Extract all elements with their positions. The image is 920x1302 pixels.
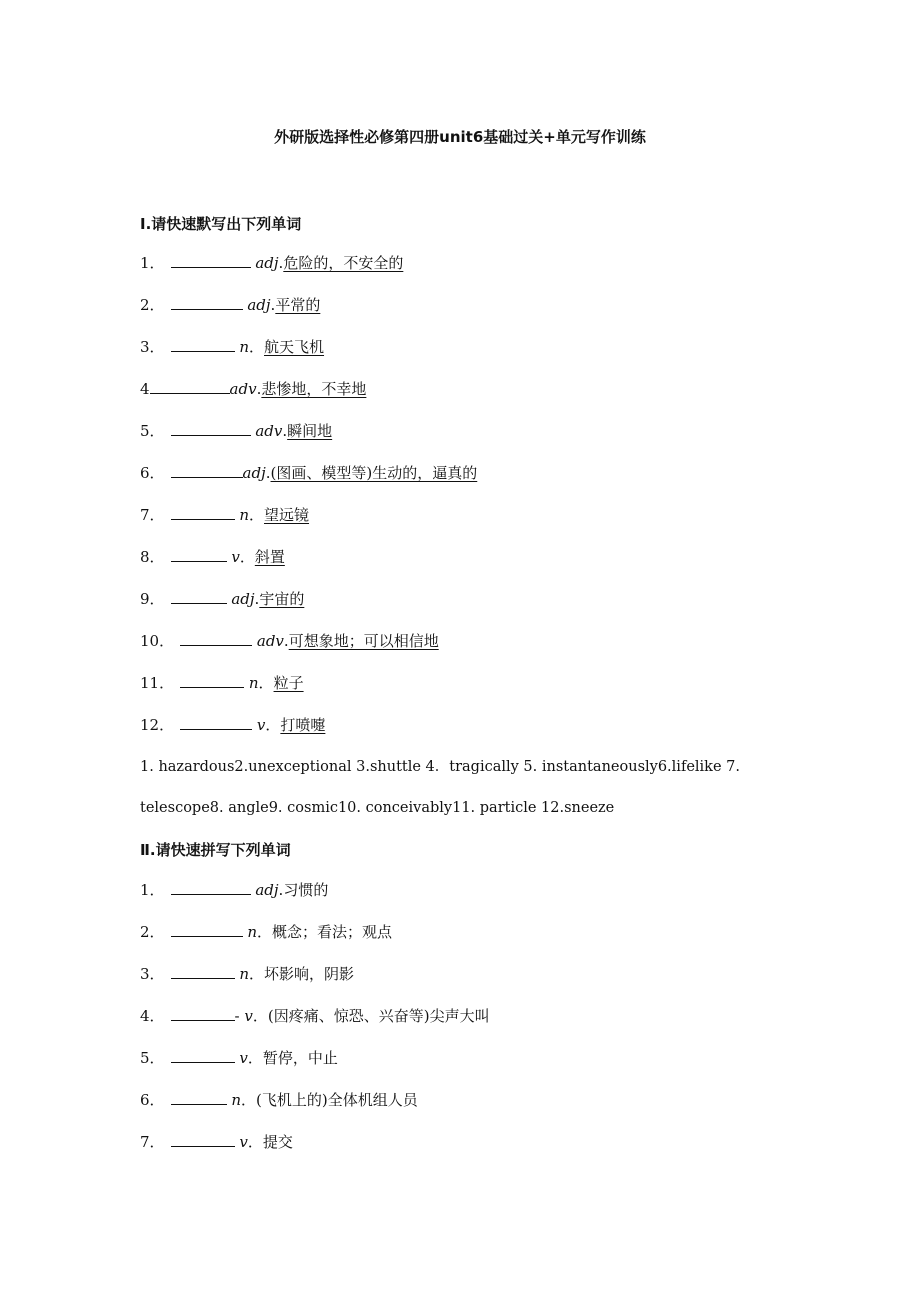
part-of-speech: adj [231, 590, 255, 608]
definition: 暂停，中止 [262, 1049, 338, 1067]
part-of-speech: v [244, 1007, 253, 1025]
item-number: 5． [140, 422, 165, 440]
list-item: 1． adj.危险的，不安全的 [140, 254, 404, 272]
list-item: 10． adv.可想象地；可以相信地 [140, 632, 439, 650]
list-item: 7． n．望远镜 [140, 506, 310, 524]
answer-blank[interactable] [171, 463, 243, 478]
section-2-heading: Ⅱ.请快速拼写下列单词 [140, 841, 291, 859]
page-title: 外研版选择性必修第四册unit6基础过关+单元写作训练 [274, 128, 646, 146]
answer-blank[interactable] [171, 880, 251, 895]
part-of-speech: v [239, 1049, 248, 1067]
item-number: 3． [140, 965, 165, 983]
item-number: 1． [140, 881, 165, 899]
part-of-speech: v [239, 1133, 248, 1151]
definition: 宇宙的 [259, 590, 305, 608]
answer-blank[interactable] [180, 673, 244, 688]
definition: 斜置 [254, 548, 285, 566]
definition: 坏影响，阴影 [264, 965, 355, 983]
list-item: 9． adj.宇宙的 [140, 590, 305, 608]
part-of-speech: adj [255, 254, 279, 272]
definition: 危险的，不安全的 [283, 254, 404, 272]
definition: 悲惨地，不幸地 [261, 380, 367, 398]
part-of-speech: n [231, 1091, 241, 1109]
item-number: 2． [140, 296, 165, 314]
part-of-speech: adv [229, 380, 257, 398]
definition: 概念；看法；观点 [272, 923, 393, 941]
answer-blank[interactable] [171, 421, 251, 436]
item-number: 8． [140, 548, 165, 566]
answer-blank[interactable] [171, 589, 227, 604]
item-number: 9． [140, 590, 165, 608]
definition: (飞机上的)全体机组人员 [256, 1091, 418, 1109]
definition: 提交 [262, 1133, 293, 1151]
part-of-speech: adj [242, 464, 266, 482]
definition: 习惯的 [283, 881, 329, 899]
item-number: 5． [140, 1049, 165, 1067]
answer-blank[interactable] [171, 295, 243, 310]
definition: (图画、模型等)生动的，逼真的 [270, 464, 478, 482]
item-number: 1． [140, 254, 165, 272]
item-number: 4． [140, 1007, 165, 1025]
part-of-speech: n [247, 923, 257, 941]
list-item: 8． v．斜置 [140, 548, 285, 566]
answer-blank[interactable] [150, 379, 230, 394]
list-item: 1． adj.习惯的 [140, 881, 329, 899]
item-number: 11． [140, 674, 175, 692]
definition: 望远镜 [264, 506, 310, 524]
item-number: 2． [140, 923, 165, 941]
part-of-speech: adj [247, 296, 271, 314]
answer-blank[interactable] [171, 1090, 227, 1105]
list-item: 6． adj.(图画、模型等)生动的，逼真的 [140, 464, 478, 482]
item-number: 7． [140, 1133, 165, 1151]
item-number: 6． [140, 464, 165, 482]
section-1-heading: Ⅰ.请快速默写出下列单词 [140, 215, 302, 233]
definition: 瞬间地 [287, 422, 333, 440]
list-item: 2． n．概念；看法；观点 [140, 923, 393, 941]
item-number: 6． [140, 1091, 165, 1109]
list-item: 7． v．提交 [140, 1133, 293, 1151]
answer-blank[interactable] [171, 505, 235, 520]
definition: 粒子 [273, 674, 304, 692]
part-of-speech: n [239, 506, 249, 524]
item-number: 12． [140, 716, 175, 734]
item-number: 7． [140, 506, 165, 524]
part-of-speech: n [239, 338, 249, 356]
item-number: 10． [140, 632, 175, 650]
part-of-speech: v [231, 548, 240, 566]
answer-blank[interactable] [171, 253, 251, 268]
definition: 平常的 [275, 296, 321, 314]
answer-blank[interactable] [171, 964, 235, 979]
part-of-speech: adj [255, 881, 279, 899]
list-item: 3． n．航天飞机 [140, 338, 325, 356]
definition: 可想象地；可以相信地 [288, 632, 439, 650]
item-number: 3． [140, 338, 165, 356]
list-item: 4 adv.悲惨地，不幸地 [140, 380, 367, 398]
part-of-speech: adv [256, 632, 284, 650]
list-item: 5． adv.瞬间地 [140, 422, 333, 440]
part-of-speech: v [256, 716, 266, 734]
part-of-speech: n [239, 965, 249, 983]
part-of-speech: adv [255, 422, 283, 440]
part-of-speech: n [248, 674, 259, 692]
answer-blank[interactable] [171, 1048, 235, 1063]
answer-blank[interactable] [171, 1132, 235, 1147]
answer-key: 1. hazardous2.unexceptional 3.shuttle 4．tragically 5. instantaneously6.lifelike 7. telescope8. angle9. cosmic10. conceivably11. particle 12.sneeze [140, 759, 740, 816]
list-item: 11． n．粒子 [140, 674, 304, 692]
answer-blank[interactable] [171, 1006, 235, 1021]
list-item: 3． n．坏影响，阴影 [140, 965, 355, 983]
answer-blank[interactable] [180, 631, 252, 646]
definition: (因疼痛、惊恐、兴奋等)尖声大叫 [267, 1007, 490, 1025]
list-item: 2． adj.平常的 [140, 296, 321, 314]
item-number: 4 [140, 380, 150, 398]
answer-blank[interactable] [180, 715, 252, 730]
answer-blank[interactable] [171, 547, 227, 562]
definition: 打喷嚏 [280, 716, 326, 734]
list-item: 6． n．(飞机上的)全体机组人员 [140, 1091, 418, 1109]
definition: 航天飞机 [264, 338, 325, 356]
answer-blank[interactable] [171, 337, 235, 352]
list-item: 12． v．打喷嚏 [140, 716, 326, 734]
list-item: 4． - v．(因疼痛、惊恐、兴奋等)尖声大叫 [140, 1007, 490, 1025]
answer-blank[interactable] [171, 922, 243, 937]
list-item: 5． v．暂停，中止 [140, 1049, 338, 1067]
